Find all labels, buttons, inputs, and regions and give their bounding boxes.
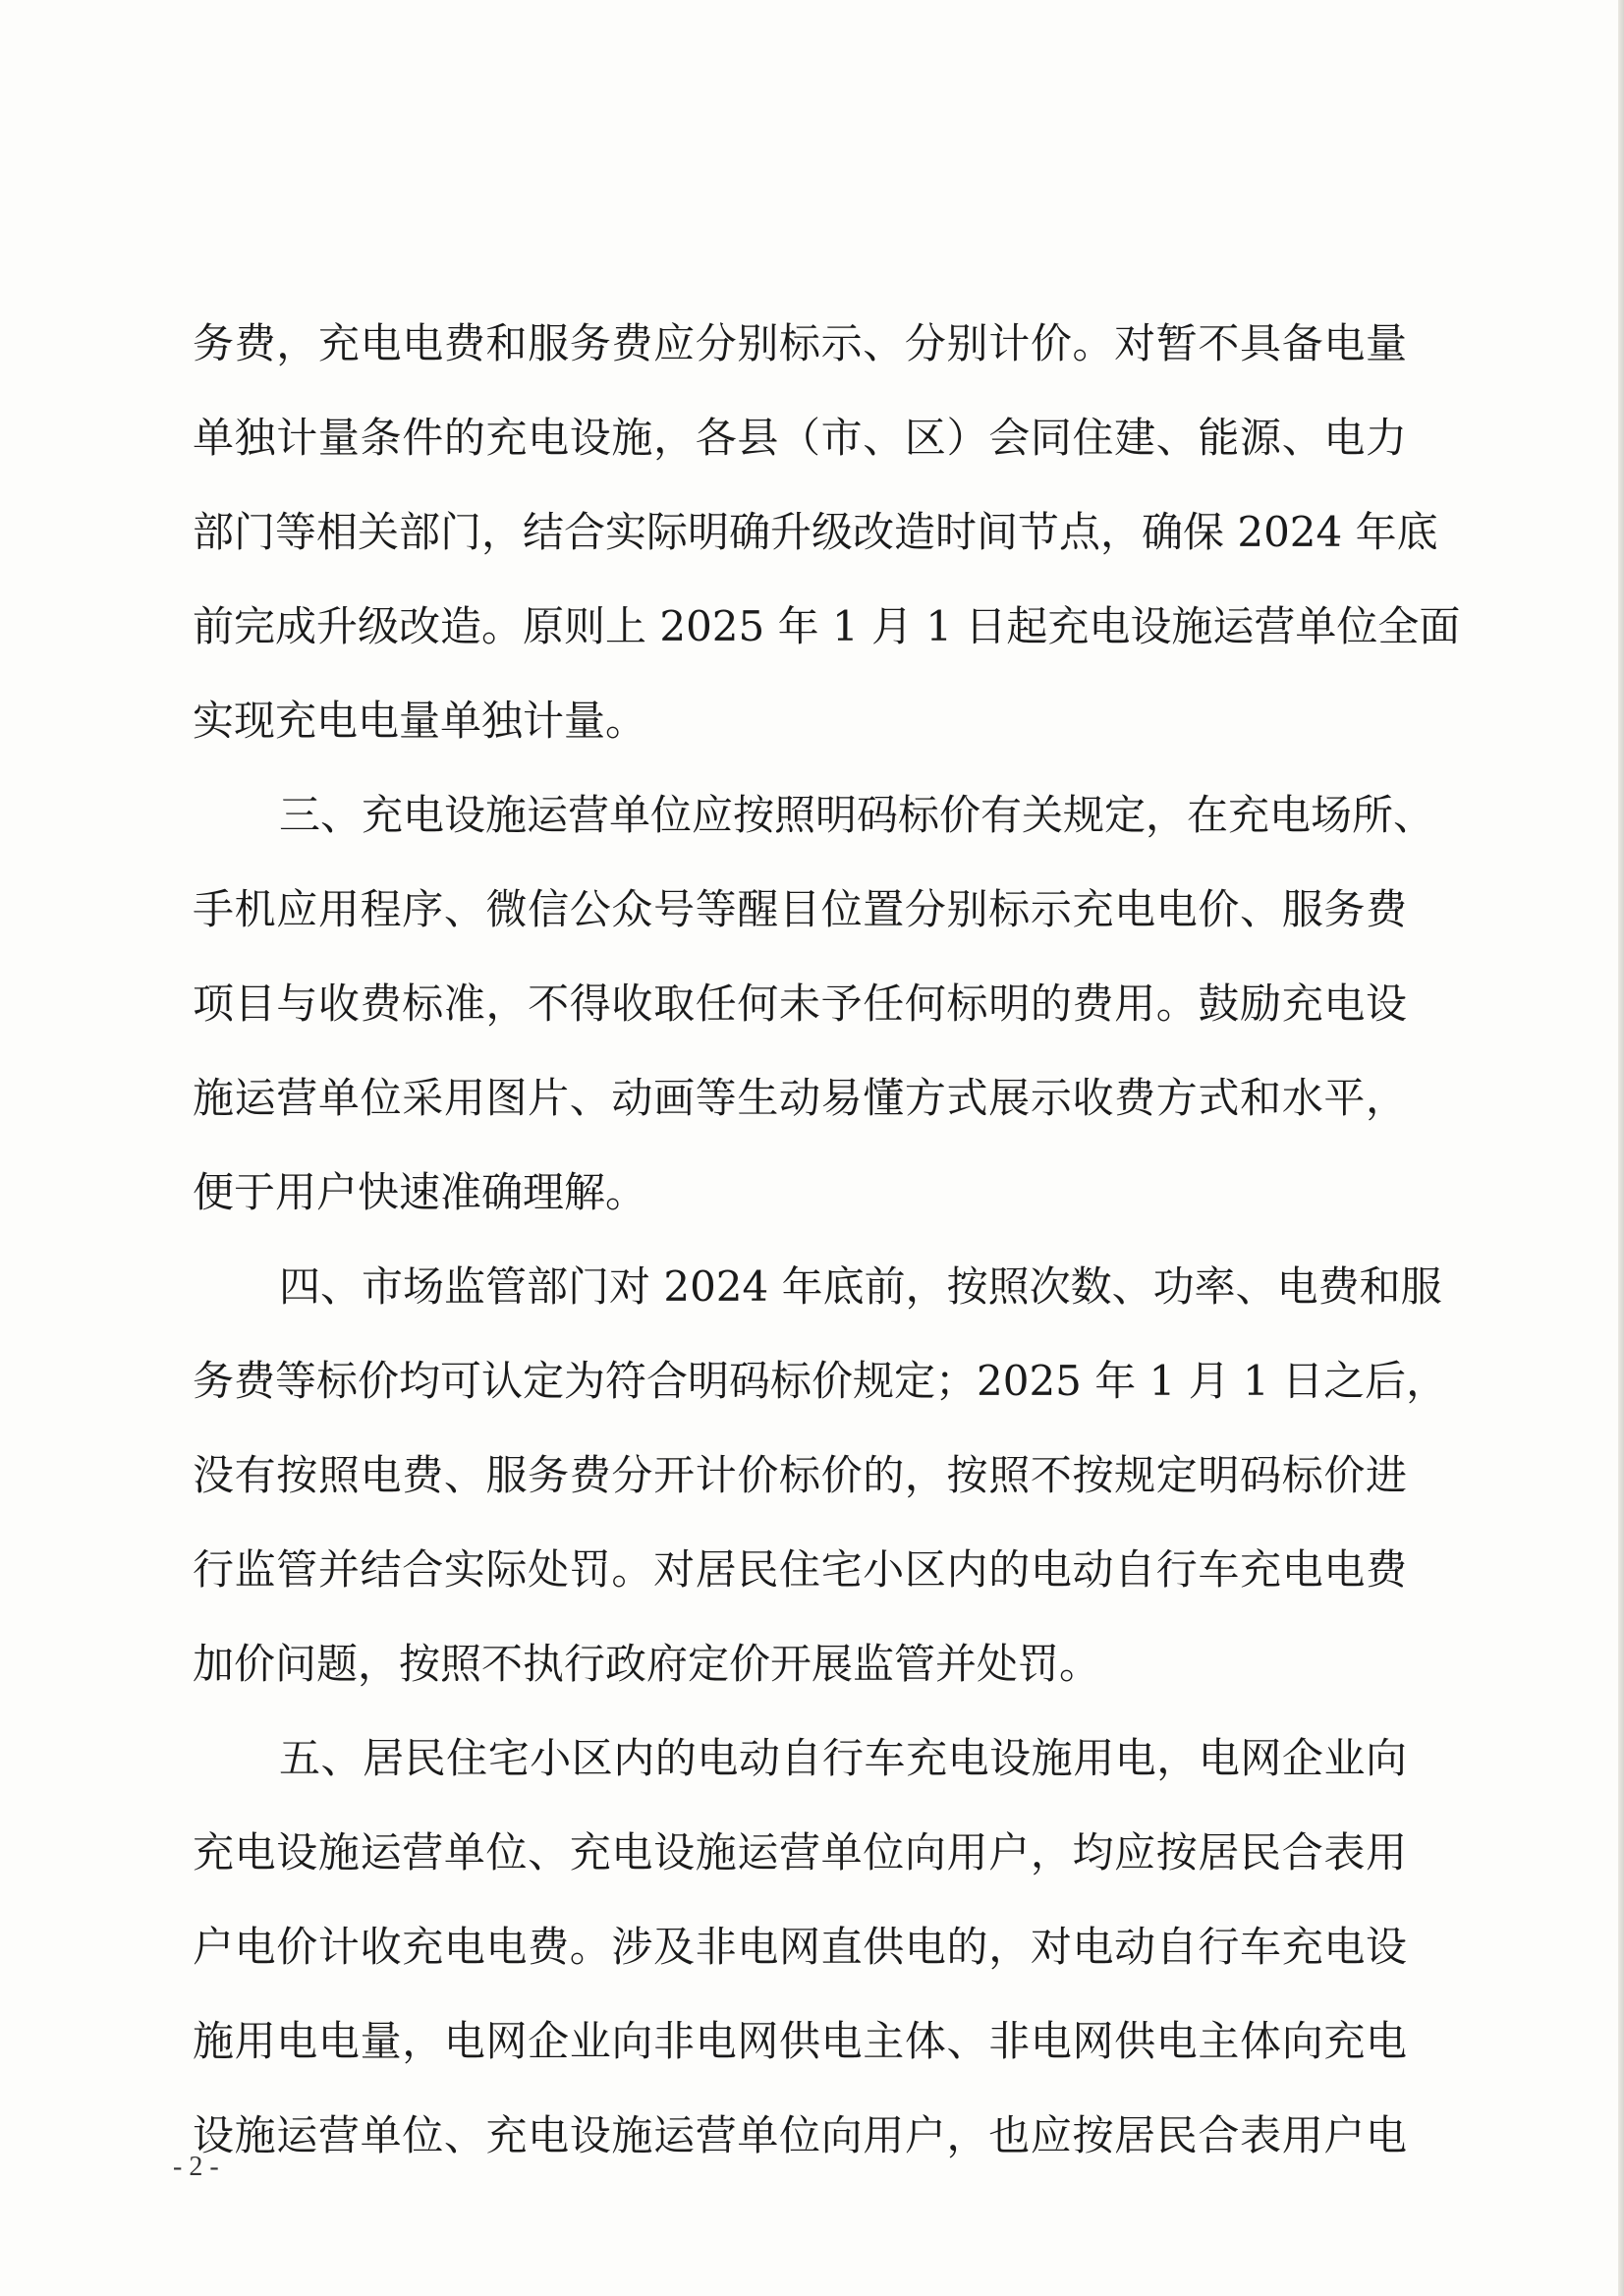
page-number: - 2 - [173,2152,219,2182]
text-line: 行监管并结合实际处罚。对居民住宅小区内的电动自行车充电电费 [193,1545,1407,1594]
text-line: 单独计量条件的充电设施，各县（市、区）会同住建、能源、电力 [193,414,1407,462]
text-line: 前完成升级改造。原则上 2025 年 1 月 1 日起充电设施运营单位全面 [193,602,1461,650]
paragraph-4-first-line: 四、市场监管部门对 2024 年底前，按照次数、功率、电费和服 [279,1262,1442,1311]
text-line: 设施运营单位、充电设施运营单位向用户，也应按居民合表用户电 [193,2111,1407,2159]
text-line: 部门等相关部门，结合实际明确升级改造时间节点，确保 2024 年底 [193,508,1438,556]
text-line: 实现充电电量单独计量。 [193,697,647,745]
paragraph-3-first-line: 三、充电设施运营单位应按照明码标价有关规定，在充电场所、 [279,791,1435,839]
text-line: 加价问题，按照不执行政府定价开展监管并处罚。 [193,1640,1101,1688]
text-line: 务费，充电电费和服务费应分别标示、分别计价。对暂不具备电量 [193,319,1407,367]
text-line: 施用电电量，电网企业向非电网供电主体、非电网供电主体向充电 [193,2017,1407,2065]
text-line: 手机应用程序、微信公众号等醒目位置分别标示充电电价、服务费 [193,885,1407,933]
text-line: 项目与收费标准，不得收取任何未予任何标明的费用。鼓励充电设 [193,980,1407,1028]
scan-edge-shadow [1618,0,1624,2296]
text-line: 户电价计收充电电费。涉及非电网直供电的，对电动自行车充电设 [193,1923,1407,1971]
text-line: 充电设施运营单位、充电设施运营单位向用户，均应按居民合表用 [193,1828,1407,1876]
text-line: 施运营单位采用图片、动画等生动易懂方式展示收费方式和水平， [193,1074,1407,1122]
text-line: 务费等标价均可认定为符合明码标价规定；2025 年 1 月 1 日之后， [193,1357,1448,1405]
text-line: 便于用户快速准确理解。 [193,1168,647,1216]
document-body [193,312,1461,2199]
paragraph-5-first-line: 五、居民住宅小区内的电动自行车充电设施用电，电网企业向 [279,1734,1407,1782]
text-line: 没有按照电费、服务费分开计价标价的，按照不按规定明码标价进 [193,1451,1407,1499]
